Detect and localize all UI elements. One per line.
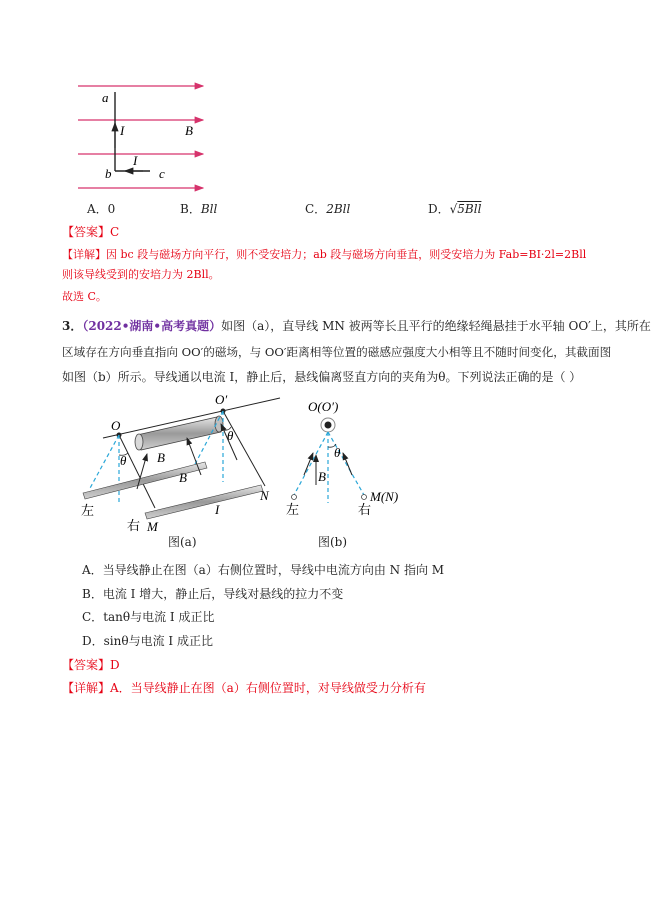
question-text: 如图（a），直导线 MN 被两等长且平行的绝缘轻绳悬挂于水平轴 OO′上，其所在 xyxy=(221,319,651,333)
label-I2: I xyxy=(133,153,138,168)
q2-answer xyxy=(62,224,119,240)
radical-sign: √ xyxy=(449,202,458,216)
q3-option-d xyxy=(82,633,213,649)
label-I: I xyxy=(120,123,125,138)
option-letter: D． xyxy=(428,202,450,216)
q3-option-a xyxy=(82,562,444,578)
figure-b-caption: 图(b) xyxy=(318,535,348,549)
q2-detail-line1 xyxy=(62,247,586,263)
figure-b xyxy=(280,395,399,525)
figure-a xyxy=(75,390,290,550)
q2-option-b xyxy=(180,201,217,217)
question-source: （2022•湖南•高考真题） xyxy=(82,319,222,333)
option-letter: D． xyxy=(82,634,104,648)
option-letter: A． xyxy=(82,563,103,577)
option-letter: C． xyxy=(305,202,327,216)
figure-a-caption: 图(a) xyxy=(168,535,197,549)
label-right: 右 xyxy=(358,502,372,517)
q3-detail-line1 xyxy=(62,680,426,696)
option-text: 2Bll xyxy=(326,202,351,216)
q2-option-d xyxy=(428,201,481,217)
label-B-left: B xyxy=(157,450,165,465)
detail-text: A．当导线静止在图（a）右侧位置时，对导线做受力分析有 xyxy=(110,681,426,695)
label-MN: M(N) xyxy=(370,489,399,504)
label-O: O xyxy=(111,418,121,433)
option-letter: A． xyxy=(87,202,108,216)
option-letter: B． xyxy=(180,202,201,216)
label-left: 左 xyxy=(286,502,300,517)
answer-value: C xyxy=(110,225,120,239)
label-top: O(O′) xyxy=(308,399,339,414)
q3-line2: 区域存在方向垂直指向 OO′的磁场，与 OO′距离相等位置的磁感应强度大小相等且不随时间变化，其截面图 xyxy=(62,345,612,359)
detail-tag: 【详解】 xyxy=(62,681,111,695)
q3-option-b xyxy=(82,586,343,602)
option-text: 0 xyxy=(107,202,116,216)
label-b: b xyxy=(105,166,112,181)
label-B: B xyxy=(318,469,326,484)
label-O-prime: O′ xyxy=(215,392,228,407)
answer-value: D xyxy=(110,658,120,672)
label-theta-right: θ xyxy=(227,428,234,443)
q2-option-c xyxy=(305,201,350,217)
right-rod-MN xyxy=(145,485,263,519)
answer-tag: 【答案】 xyxy=(62,225,111,239)
option-letter: B． xyxy=(82,587,103,601)
q2-detail-line3: 故选 C。 xyxy=(62,290,107,303)
answer-tag: 【答案】 xyxy=(62,658,111,672)
label-B: B xyxy=(185,123,193,138)
detail-text: 因 bc 段与磁场方向平行，则不受安培力；ab 段与磁场方向垂直，则受安培力为 Fab=BI·2l=2Bll xyxy=(106,248,587,261)
label-theta: θ xyxy=(334,445,341,460)
question-number: 3． xyxy=(62,319,83,333)
q3-line3: 如图（b）所示。导线通以电流 I，静止后，悬线偏离竖直方向的夹角为θ。下列说法正确的是（ ） xyxy=(62,370,582,384)
option-text: sinθ与电流 I 成正比 xyxy=(103,634,213,648)
q3-answer xyxy=(62,657,120,673)
detail-tag: 【详解】 xyxy=(62,248,106,261)
label-N: N xyxy=(260,488,269,503)
option-text: 电流 I 增大，静止后，导线对悬线的拉力不变 xyxy=(102,587,344,601)
label-theta-left: θ xyxy=(120,453,127,468)
figure-wire-in-field xyxy=(75,78,215,193)
q3-option-c xyxy=(82,609,215,625)
q2-detail-line2: 则该导线受到的安培力为 2Bll。 xyxy=(62,268,220,281)
label-c: c xyxy=(159,166,165,181)
option-text: 当导线静止在图（a）右侧位置时，导线中电流方向由 N 指向 M xyxy=(102,563,445,577)
option-letter: C． xyxy=(82,610,104,624)
option-text: 5Bll xyxy=(457,202,482,216)
q2-option-a xyxy=(87,201,115,217)
option-text: tanθ与电流 I 成正比 xyxy=(103,610,215,624)
option-text: Bll xyxy=(200,202,218,216)
label-left: 左 xyxy=(81,503,95,518)
q3-line1 xyxy=(62,318,651,334)
label-right: 右 xyxy=(127,518,141,533)
label-M: M xyxy=(147,519,158,534)
label-I: I xyxy=(215,502,220,517)
label-a: a xyxy=(102,90,109,105)
label-B-mid: B xyxy=(179,470,187,485)
